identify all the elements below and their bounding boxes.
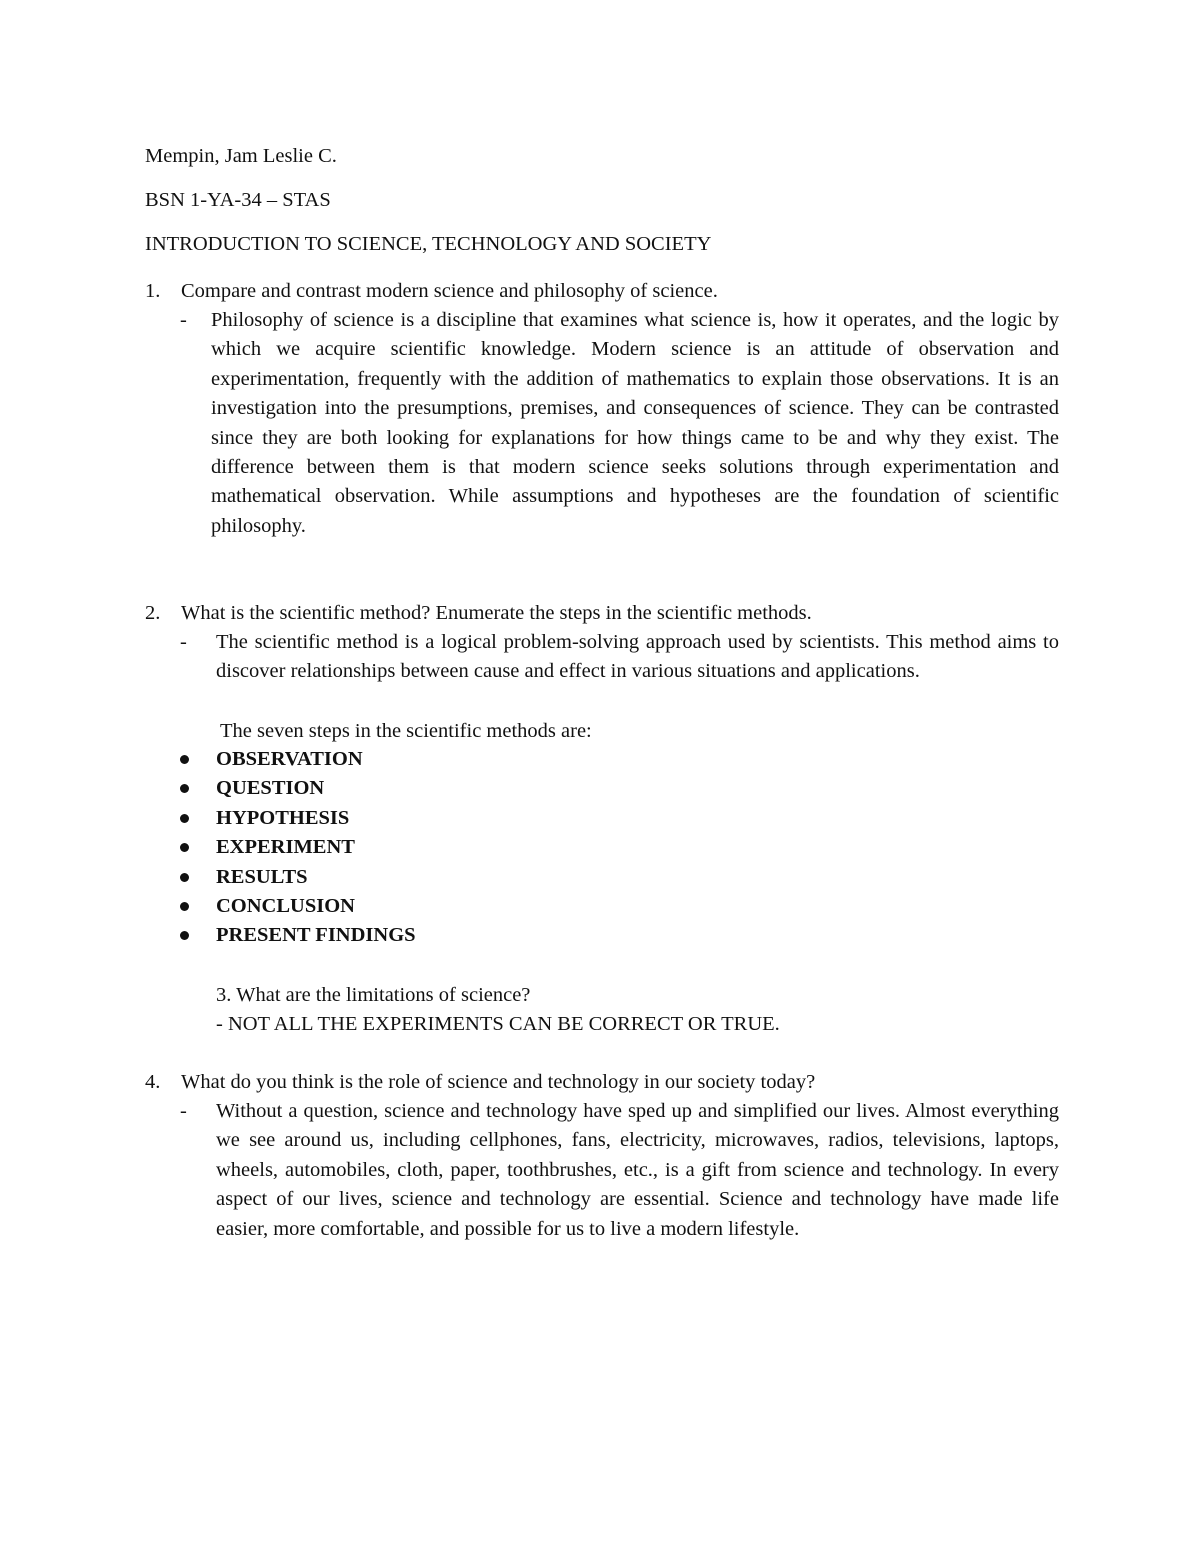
step-label: CONCLUSION (216, 894, 355, 917)
document-title: INTRODUCTION TO SCIENCE, TECHNOLOGY AND SOCIETY (145, 233, 712, 255)
q1-question: Compare and contrast modern science and philosophy of science. (181, 280, 718, 302)
step-label: QUESTION (216, 777, 325, 800)
course-section: BSN 1-YA-34 – STAS (145, 189, 331, 211)
bullet-icon (180, 931, 189, 940)
step-label: OBSERVATION (216, 748, 363, 770)
q4-answer: Without a question, science and technology have sped up and simplified our lives. Almost everything we see around us, including cellphones, fans, electricity, microwaves, radios, televisions, laptops, wheels, automobiles, cloth, paper, toothbrushes, etc., is a gift from science and technology. In every aspect of our lives, science and technology are essential. Science and technology have made life easier, more comfortable, and possible for us to live a modern lifestyle. (216, 1100, 1059, 1240)
q3-question: 3. What are the limitations of science? (216, 984, 531, 1006)
q4-question: What do you think is the role of science and technology in our society today? (181, 1071, 816, 1093)
bullet-icon (180, 784, 189, 793)
step-label: PRESENT FINDINGS (216, 924, 416, 947)
q4-number: 4. (145, 1071, 161, 1093)
q2-steps-intro: The seven steps in the scientific methods are: (220, 720, 592, 742)
q2-answer: The scientific method is a logical problem-solving approach used by scientists. This method aims to discover relationships between cause and effect in various situations and applications. (216, 631, 1059, 683)
q2-question: What is the scientific method? Enumerate the steps in the scientific methods. (181, 602, 812, 624)
bullet-icon (180, 814, 189, 823)
q3-answer: - NOT ALL THE EXPERIMENTS CAN BE CORRECT OR TRUE. (216, 1013, 780, 1035)
q4-dash: - (180, 1100, 187, 1122)
q1-answer: Philosophy of science is a discipline that examines what science is, how it operates, and the logic by which we acquire scientific knowledge. Modern science is an attitude of observation and experimentation, frequently with the addition of mathematics to explain those observations. It is an investigation into the presumptions, premises, and consequences of science. They can be contrasted since they are both looking for explanations for how things came to be and why they exist. The difference between them is that modern science seeks solutions through experimentation and mathematical observation. While assumptions and hypotheses are the foundation of scientific philosophy. (211, 309, 1059, 537)
bullet-icon (180, 873, 189, 882)
step-label: RESULTS (216, 865, 308, 888)
step-label: HYPOTHESIS (216, 806, 350, 829)
bullet-icon (180, 843, 189, 852)
q2-number: 2. (145, 602, 161, 624)
q2-dash: - (180, 631, 187, 653)
q1-dash: - (180, 309, 187, 331)
bullet-icon (180, 755, 189, 764)
bullet-icon (180, 902, 189, 911)
q1-number: 1. (145, 280, 161, 302)
student-name: Mempin, Jam Leslie C. (145, 145, 337, 167)
step-label: EXPERIMENT (216, 836, 355, 859)
